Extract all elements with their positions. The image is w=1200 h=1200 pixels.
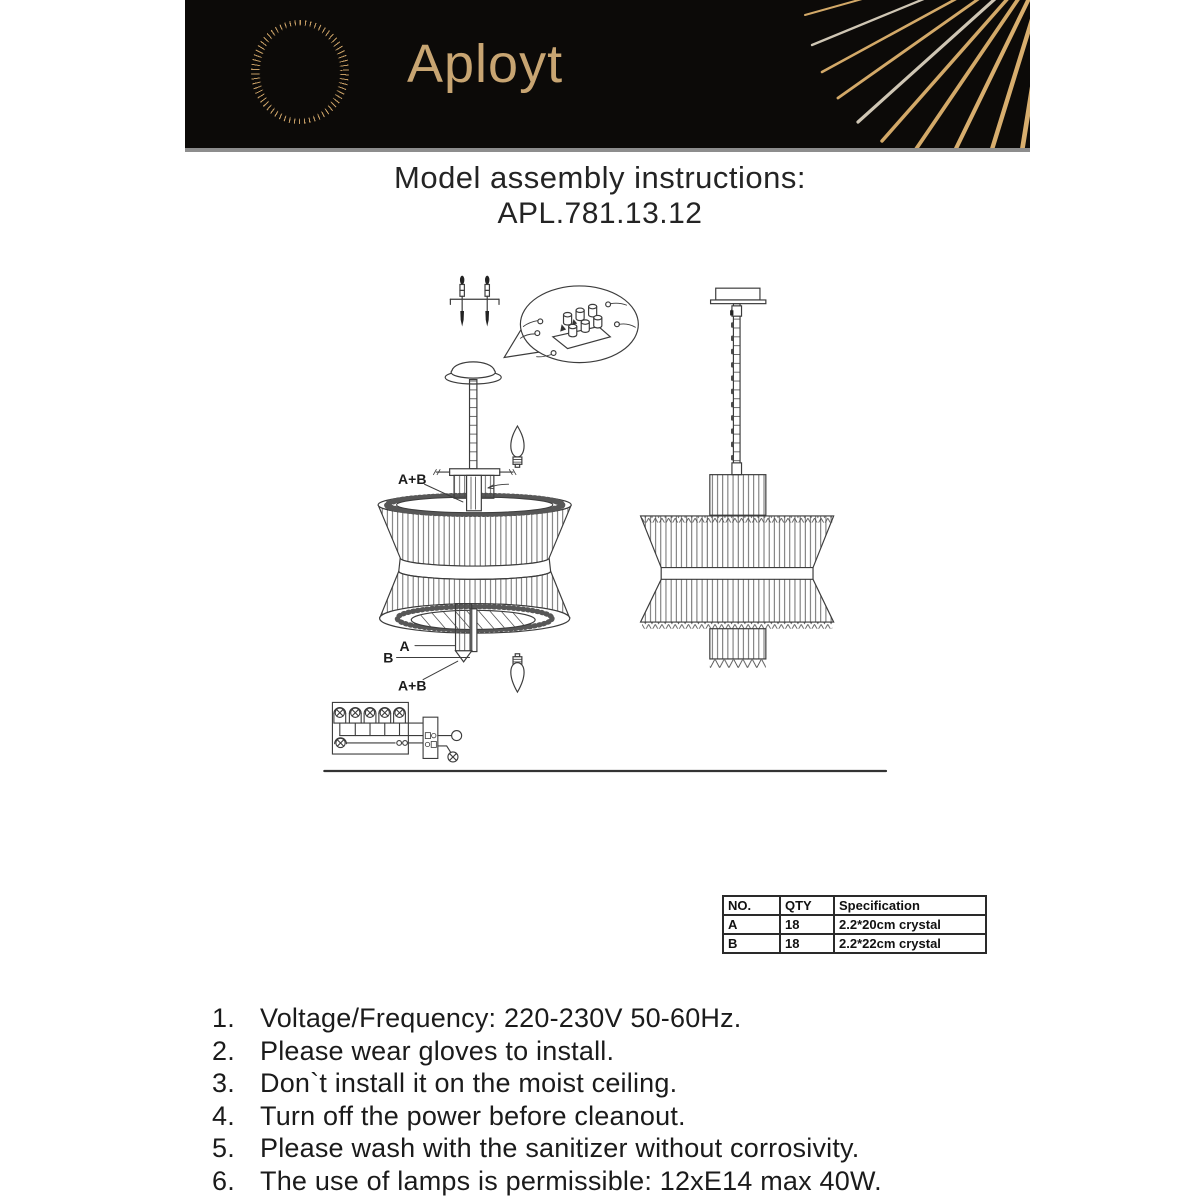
sunburst-logo-icon xyxy=(251,20,349,124)
lamp-symbol-single xyxy=(335,738,347,748)
lower-rod-assembly xyxy=(456,604,477,662)
instruction-item xyxy=(212,1132,1012,1165)
column-header: NO. xyxy=(723,896,780,915)
candle-bulb-upper xyxy=(511,426,524,467)
brand-header xyxy=(185,0,1030,152)
label-b: B xyxy=(383,649,394,666)
ground-circle-symbol xyxy=(452,731,462,741)
model-number: APL.781.13.12 xyxy=(497,197,703,230)
assembly-diagrams xyxy=(185,255,1015,970)
label-a: A xyxy=(399,637,410,654)
instruction-text: Voltage/Frequency: 220-230V 50-60Hz. xyxy=(260,1003,742,1033)
instruction-item xyxy=(212,1035,1012,1068)
instruction-number: 3. xyxy=(212,1068,235,1099)
bottom-tier-elevation xyxy=(641,579,834,628)
label-ab-top: A+B xyxy=(398,471,427,488)
instruction-item xyxy=(212,1002,1012,1035)
parts-table-body xyxy=(723,915,986,953)
brand-wordmark: Aployt xyxy=(407,34,564,94)
hanging-chain xyxy=(730,304,741,475)
table-row: B 18 2.2*22cm crystal xyxy=(723,934,986,953)
column-header: QTY xyxy=(780,896,834,915)
label-ab-bottom: A+B xyxy=(398,677,427,694)
instruction-text: Don`t install it on the moist ceiling. xyxy=(260,1068,678,1099)
instruction-text: The use of lamps is permissible: 12xE14 max 40W. xyxy=(260,1165,882,1196)
decorative-rays xyxy=(600,0,1030,148)
elevation-view-diagram xyxy=(641,288,834,668)
instruction-item xyxy=(212,1067,1012,1100)
instructions-list xyxy=(212,1002,1012,1198)
instruction-number: 1. xyxy=(212,1003,235,1033)
instruction-number: 4. xyxy=(212,1100,235,1131)
wiring-diagram xyxy=(332,702,461,762)
lamp-symbol-outside xyxy=(448,752,458,762)
doc-title: Model assembly instructions: xyxy=(394,160,806,195)
bottom-crystal-column xyxy=(710,629,766,668)
terminal-block-symbol xyxy=(423,717,438,758)
candle-bulb-lower xyxy=(511,654,524,692)
band-gap xyxy=(661,568,813,580)
top-crystal-column xyxy=(710,475,766,516)
instruction-number: 2. xyxy=(212,1035,235,1066)
table-row: A 18 2.2*20cm crystal xyxy=(723,915,986,934)
instruction-item xyxy=(212,1165,1012,1198)
suspension-rod xyxy=(470,380,477,469)
instruction-number: 6. xyxy=(212,1165,235,1196)
instruction-text: Turn off the power before cleanout. xyxy=(260,1100,686,1131)
ceiling-plate xyxy=(711,288,766,303)
instruction-item xyxy=(212,1100,1012,1133)
mounting-screws xyxy=(450,276,499,327)
top-tier-elevation xyxy=(641,516,834,568)
parts-table xyxy=(722,895,987,954)
instruction-number: 5. xyxy=(212,1133,235,1164)
parts-table-head-row xyxy=(723,896,986,915)
column-header: Specification xyxy=(834,896,986,915)
instruction-text: Please wash with the sanitizer without corrosivity. xyxy=(260,1133,860,1164)
instruction-text: Please wear gloves to install. xyxy=(260,1035,615,1066)
lamp-symbols-row xyxy=(334,708,406,723)
wiring-callout-bubble xyxy=(504,286,638,363)
